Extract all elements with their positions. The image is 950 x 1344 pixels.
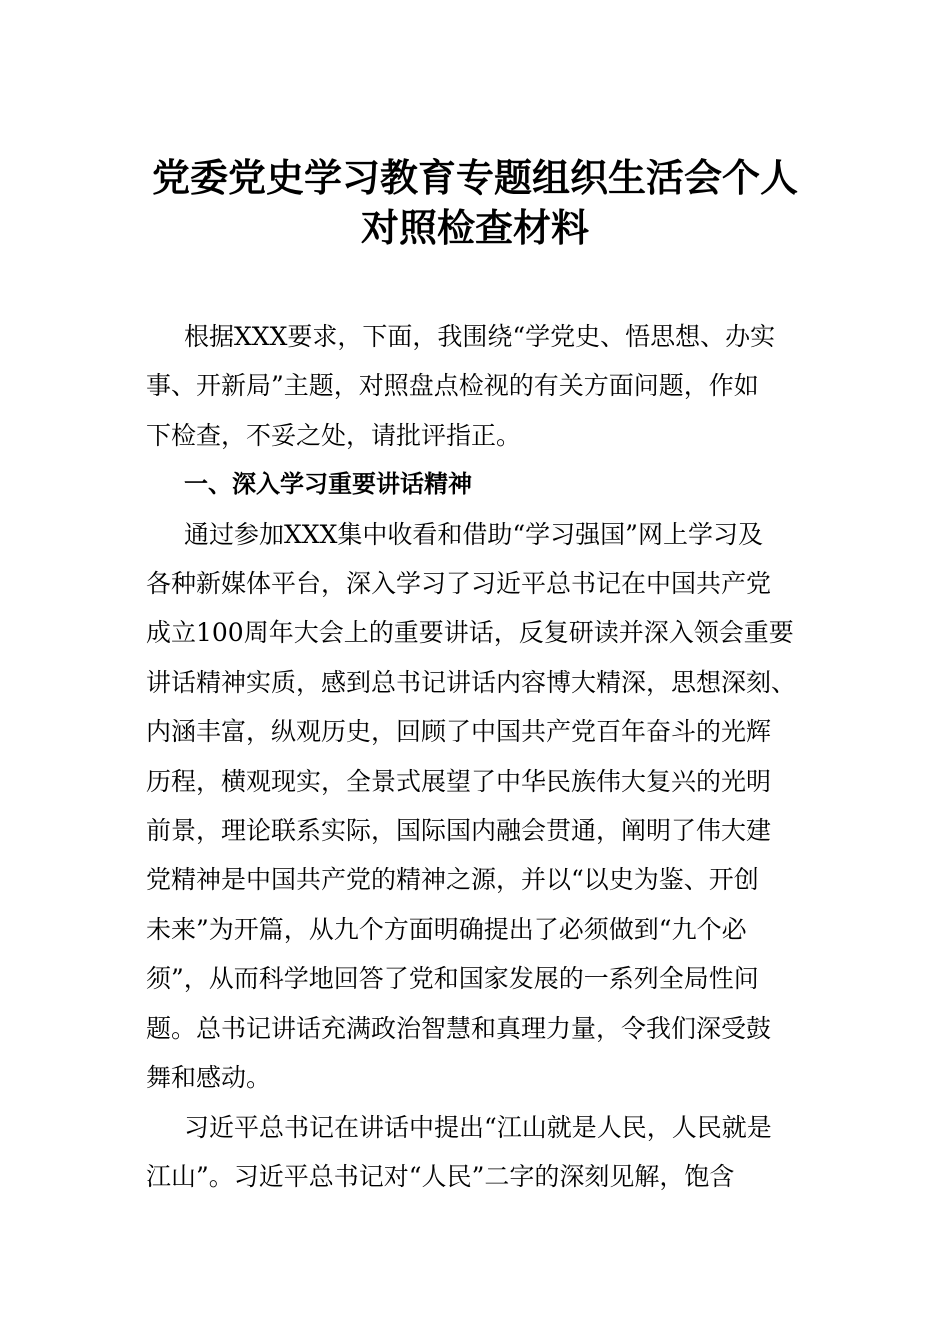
text-line: 须”，从而科学地回答了党和国家发展的一系列全局性问 bbox=[146, 964, 759, 994]
text-line: 讲话精神实质，感到总书记讲话内容博大精深，思想深刻、 bbox=[146, 667, 797, 697]
text-line: 各种新媒体平台，深入学习了习近平总书记在中国共产党 bbox=[146, 569, 772, 599]
text-line: 习近平总书记在讲话中提出“江山就是人民，人民就是 bbox=[184, 1112, 772, 1142]
intro-paragraph bbox=[146, 312, 806, 460]
text-line: 未来”为开篇，从九个方面明确提出了必须做到“九个必 bbox=[146, 914, 747, 944]
document-title-line-1: 党委党史学习教育专题组织生活会个人 bbox=[151, 156, 798, 200]
text-line: 历程，横观现实，全景式展望了中华民族伟大复兴的光明 bbox=[146, 766, 772, 796]
text-line: 党精神是中国共产党的精神之源，并以“以史为鉴、开创 bbox=[146, 865, 759, 895]
document-title-line-2: 对照检查材料 bbox=[360, 206, 589, 250]
body-paragraph bbox=[146, 1103, 806, 1202]
text-line: 下检查，不妥之处，请批评指正。 bbox=[146, 420, 522, 450]
text-line: 事、开新局”主题，对照盘点检视的有关方面问题，作如 bbox=[146, 371, 759, 401]
text-line: 通过参加XXX集中收看和借助“学习强国”网上学习及 bbox=[184, 519, 763, 549]
text-line: 江山”。习近平总书记对“人民”二字的深刻见解，饱含 bbox=[146, 1161, 735, 1191]
text-line: 舞和感动。 bbox=[146, 1063, 272, 1093]
body-paragraph bbox=[146, 510, 806, 1103]
section-heading: 一、深入学习重要讲话精神 bbox=[184, 470, 472, 499]
document-body bbox=[146, 312, 806, 1201]
text-line: 前景，理论联系实际，国际国内融会贯通，阐明了伟大建 bbox=[146, 816, 772, 846]
text-line: 内涵丰富，纵观历史，回顾了中国共产党百年奋斗的光辉 bbox=[146, 717, 772, 747]
text-line: 题。总书记讲话充满政治智慧和真理力量，令我们深受鼓 bbox=[146, 1013, 772, 1043]
text-line: 成立100周年大会上的重要讲话，反复研读并深入领会重要 bbox=[146, 618, 794, 648]
text-line: 根据XXX要求，下面，我围绕“学党史、悟思想、办实 bbox=[184, 322, 776, 351]
